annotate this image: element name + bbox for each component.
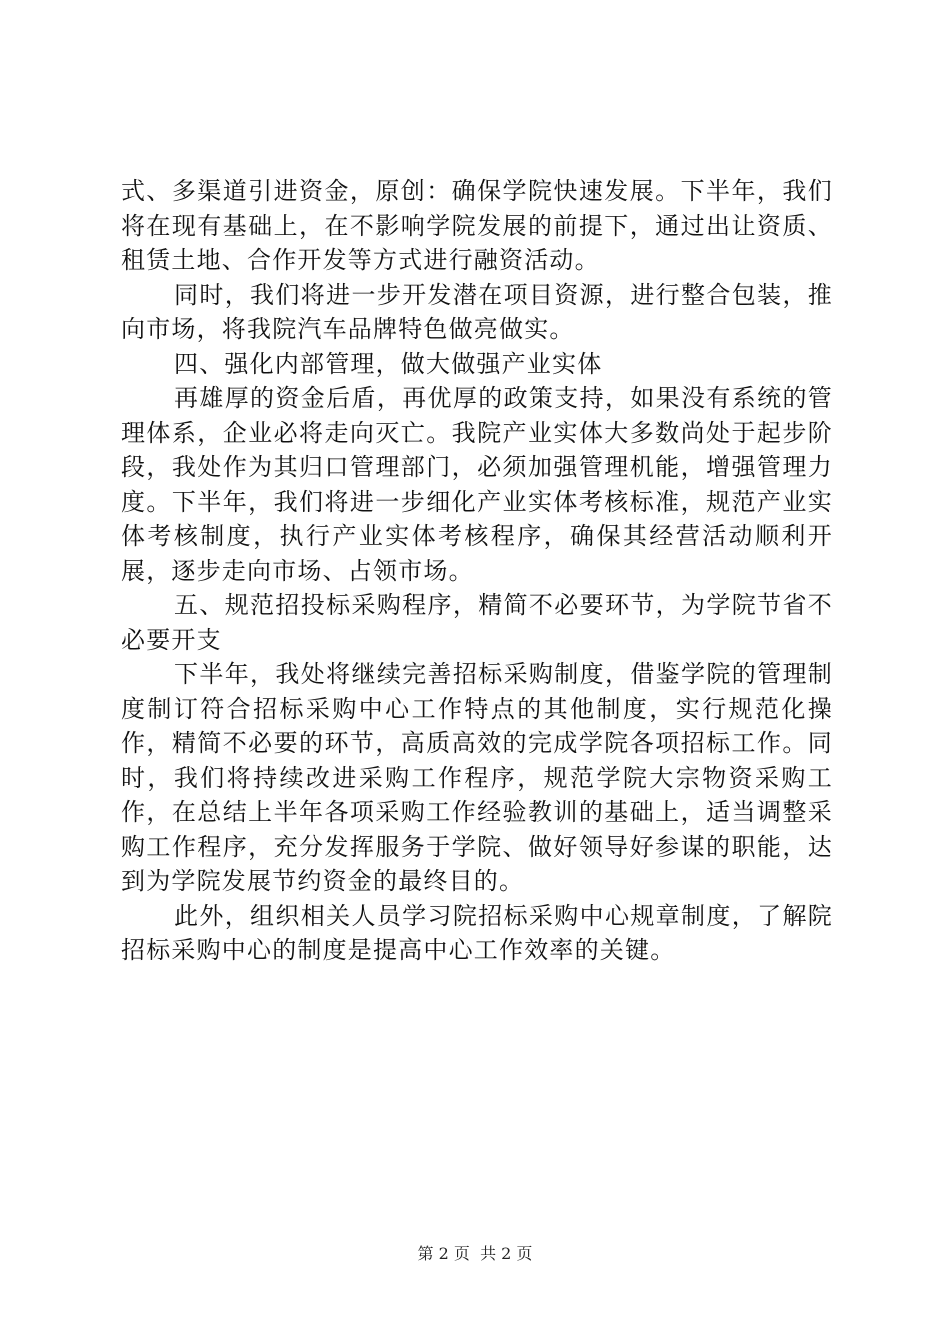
paragraph-staff-training: 此外，组织相关人员学习院招标采购中心规章制度，了解院招标采购中心的制度是提高中心工作效率的关键。 bbox=[121, 901, 833, 964]
paragraph-management-system: 再雄厚的资金后盾，再优厚的政策支持，如果没有系统的管理体系，企业必将走向灭亡。我院产业实体大多数尚处于起步阶段，我处作为其归口管理部门，必须加强管理机能，增强管理力度。下半年，我们将进一步细化产业实体考核标准，规范产业实体考核制度，执行产业实体考核程序，确保其经营活动顺利开展，逐步走向市场、占领市场。 bbox=[121, 384, 833, 585]
page-footer: 第 2 页 共 2 页 bbox=[417, 1244, 533, 1263]
paragraph-financing: 式、多渠道引进资金，原创：确保学院快速发展。下半年，我们将在现有基础上，在不影响学院发展的前提下，通过出让资质、租赁土地、合作开发等方式进行融资活动。 bbox=[121, 177, 833, 274]
section-heading-procurement: 五、规范招投标采购程序，精简不必要环节，为学院节省不必要开支 bbox=[121, 591, 833, 654]
section-heading-internal-management: 四、强化内部管理，做大做强产业实体 bbox=[174, 349, 603, 378]
paragraph-project-resources: 同时，我们将进一步开发潜在项目资源，进行整合包装，推向市场，将我院汽车品牌特色做亮做实。 bbox=[121, 280, 833, 343]
paragraph-procurement-plan: 下半年，我处将继续完善招标采购制度，借鉴学院的管理制度制订符合招标采购中心工作特点的其他制度，实行规范化操作，精简不必要的环节，高质高效的完成学院各项招标工作。同时，我们将持续改进采购工作程序，规范学院大宗物资采购工作，在总结上半年各项采购工作经验教训的基础上，适当调整采购工作程序，充分发挥服务于学院、做好领导好参谋的职能，达到为学院发展节约资金的最终目的。 bbox=[121, 660, 833, 895]
document-body bbox=[121, 174, 833, 968]
